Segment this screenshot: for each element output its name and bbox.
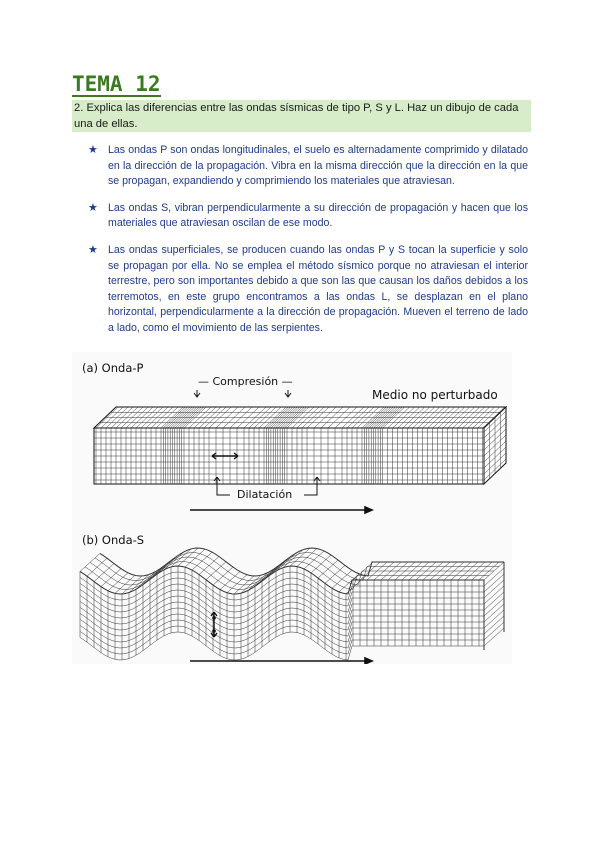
waves-diagram bbox=[72, 352, 512, 664]
list-item bbox=[88, 143, 528, 190]
s-motion-arrow bbox=[211, 612, 217, 637]
bullet-list bbox=[88, 143, 528, 348]
compression-label: — Compresión — bbox=[198, 375, 293, 388]
s-particle-dot bbox=[212, 629, 216, 633]
list-item bbox=[88, 201, 528, 232]
undisturbed-label: Medio no perturbado bbox=[372, 388, 498, 402]
compression-left-arrow bbox=[194, 390, 200, 397]
bullet-text-s-waves: Las ondas S, vibran perpendicularmente a su dirección de propagación y hacen que los materiales que atraviesan oscilan de ese modo. bbox=[108, 201, 528, 230]
bullet-text-surface-waves: Las ondas superficiales, se producen cuando las ondas P y S tocan la superficie y solo se propagan por ella. No se emplea el método sísmico porque no atraviesan el interior terrestre, pero son importantes debido a que son las que causan los daños debidos a los terremotos, en este grupo encontramos a las ondas L, se desplazan en el plano horizontal, perpendicularmente a la dirección de propagación. Mueven el terreno de lado a lado, como el movimiento de las serpientes. bbox=[108, 243, 528, 334]
star-icon: ★ bbox=[88, 144, 98, 156]
question-text: 2. Explica las diferencias entre las ondas sísmicas de tipo P, S y L. Haz un dibujo de cada una de ellas. bbox=[72, 100, 531, 132]
p-wave-label: (a) Onda-P bbox=[82, 361, 144, 375]
p-wave-block bbox=[94, 407, 506, 484]
s-wave-block bbox=[80, 548, 504, 660]
dilation-label: Dilatación bbox=[237, 488, 293, 501]
p-propagation-arrow bbox=[190, 507, 372, 513]
s-propagation-arrow bbox=[190, 658, 372, 664]
list-item bbox=[88, 243, 528, 337]
page-title: TEMA 12 bbox=[72, 72, 161, 96]
s-particle-dot bbox=[212, 616, 216, 620]
star-icon: ★ bbox=[88, 201, 98, 214]
compression-right-arrow bbox=[285, 390, 291, 397]
s-wave-label: (b) Onda-S bbox=[82, 533, 145, 547]
star-icon: ★ bbox=[88, 243, 98, 256]
bullet-text-p-waves: Las ondas P son ondas longitudinales, el suelo es alternadamente comprimido y dilatado en la dirección de la propagación. Vibra en la misma dirección que la dirección en la que se propagan, expandiendo y comprimiendo los materiales que atraviesan. bbox=[108, 144, 528, 188]
seismic-waves-figure bbox=[72, 352, 512, 664]
